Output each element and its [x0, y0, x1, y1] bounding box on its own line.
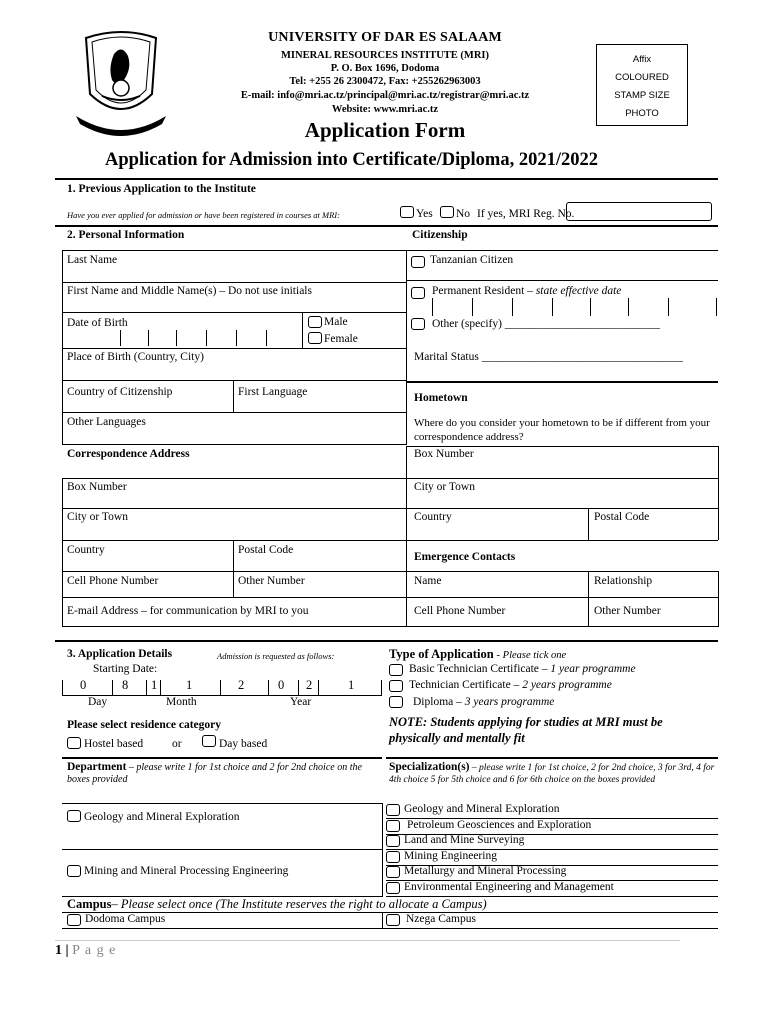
grid-line	[62, 803, 382, 804]
marital-status-label: Marital Status ___________________________________	[414, 351, 683, 363]
divider	[55, 225, 718, 227]
other-specify-label: Other (specify) ___________________________	[432, 318, 661, 330]
grid-line	[160, 680, 161, 696]
grid-line	[590, 298, 591, 316]
grid-line	[233, 571, 234, 597]
grid-line	[588, 508, 589, 540]
corr-postal-label: Postal Code	[238, 544, 294, 556]
hometown-title: Hometown	[414, 392, 468, 404]
grid-line	[268, 680, 269, 696]
grid-line	[382, 803, 383, 897]
type-diploma	[413, 696, 554, 708]
first-names-label: First Name and Middle Name(s) – Do not use initials	[67, 285, 312, 297]
grid-line	[233, 540, 234, 572]
page-word: P a g e	[72, 943, 117, 958]
no-label: No	[456, 208, 471, 220]
dodoma-campus-checkbox[interactable]	[67, 914, 81, 926]
grid-line	[512, 298, 513, 316]
emergency-title: Emergence Contacts	[414, 551, 516, 563]
first-language-label: First Language	[238, 386, 308, 398]
spec-item-6: Environmental Engineering and Management	[404, 881, 614, 893]
date-digit: 0	[278, 678, 285, 692]
grid-line	[407, 280, 718, 281]
email-line: E-mail: info@mri.ac.tz/principal@mri.ac.tz/registrar@mri.ac.tz	[240, 90, 530, 101]
grid-line	[206, 330, 207, 346]
institute-name: MINERAL RESOURCES INSTITUTE (MRI)	[281, 50, 489, 61]
university-name: UNIVERSITY OF DAR ES SALAAM	[268, 30, 502, 45]
grid-line	[176, 330, 177, 346]
hometown-postal-label: Postal Code	[594, 511, 650, 523]
grid-line	[62, 540, 718, 541]
divider	[386, 757, 718, 759]
type-technician	[409, 679, 612, 691]
grid-line	[716, 298, 717, 316]
divider	[407, 381, 718, 383]
grid-line	[233, 380, 234, 412]
dodoma-campus-label: Dodoma Campus	[85, 913, 166, 925]
grid-line	[62, 380, 407, 381]
department-header	[67, 761, 377, 786]
type-name: Basic Technician Certificate –	[409, 663, 548, 675]
specialization-note: – please write 1 for 1st choice, 2 for 2nd choice, 3 for 3rd, 4 for 4th choice 5 for 5th choice and 6 for 6th choice on the boxes provided	[389, 763, 715, 785]
grid-line	[62, 282, 407, 283]
grid-line	[266, 330, 267, 346]
permanent-resident-checkbox[interactable]	[411, 287, 425, 299]
spec-item-2: Petroleum Geosciences and Exploration	[407, 819, 592, 831]
date-digit: 1	[151, 678, 158, 692]
type-name: Technician Certificate –	[409, 679, 520, 691]
last-name-input[interactable]	[63, 266, 406, 282]
page-footer: 1 | P a g e	[55, 943, 117, 958]
day-based-checkbox[interactable]	[202, 735, 216, 747]
state-effective-date: state effective date	[535, 285, 622, 297]
divider	[55, 178, 718, 180]
section1-question: Have you ever applied for admission or have been registered in courses at MRI:	[67, 210, 340, 220]
grid-line	[62, 508, 718, 509]
type-duration: 3 years programme	[464, 696, 555, 708]
department-note: – please write 1 for 1st choice and 2 for 2nd choice on the boxes provided	[67, 762, 362, 785]
photo-box	[596, 44, 688, 126]
campus-row	[67, 897, 487, 912]
grid-line	[718, 571, 719, 627]
grid-line	[552, 298, 553, 316]
specialization-title: Specialization(s)	[389, 761, 470, 773]
type-duration: 1 year programme	[550, 663, 636, 675]
place-of-birth-label: Place of Birth (Country, City)	[67, 351, 204, 363]
type-note: - Please tick one	[496, 650, 567, 661]
dept-checkbox-geology[interactable]	[67, 810, 81, 822]
photo-line: Affix	[632, 54, 652, 65]
photo-line: COLOURED	[615, 72, 669, 83]
photo-line: PHOTO	[625, 108, 659, 119]
form-title: Application Form	[304, 118, 466, 142]
reg-no-label: If yes, MRI Reg. No.	[477, 208, 575, 220]
date-digit: 2	[238, 678, 245, 692]
hometown-city-label: City or Town	[414, 481, 475, 493]
residence-title: Please select residence category	[67, 719, 222, 731]
grid-line	[62, 444, 407, 445]
section2-title: 2. Personal Information	[67, 229, 185, 241]
type-checkbox-technician[interactable]	[389, 680, 403, 692]
grid-line	[62, 478, 718, 479]
department-title: Department	[67, 761, 127, 773]
divider	[62, 757, 382, 759]
grid-line	[62, 412, 407, 413]
section1-title: 1. Previous Application to the Institute	[67, 183, 256, 195]
grid-line	[472, 298, 473, 316]
dob-boxes[interactable]	[120, 330, 300, 346]
website-line: Website: www.mri.ac.tz	[331, 104, 439, 115]
grid-line	[62, 695, 382, 696]
no-checkbox[interactable]	[440, 206, 454, 218]
grid-line	[406, 446, 407, 626]
grid-line	[302, 313, 303, 348]
dept-checkbox-mining[interactable]	[67, 865, 81, 877]
grid-line	[120, 330, 121, 346]
po-box: P. O. Box 1696, Dodoma	[330, 63, 440, 74]
type-duration: 2 years programme	[522, 679, 612, 691]
email-address-label: E-mail Address – for communication by MRI to you	[67, 605, 309, 617]
em-cell-label: Cell Phone Number	[414, 605, 506, 617]
grid-line	[62, 849, 382, 850]
spec-checkbox-6[interactable]	[386, 882, 400, 894]
spec-checkbox-2[interactable]	[386, 820, 400, 832]
male-checkbox[interactable]	[308, 316, 322, 328]
photo-line: STAMP SIZE	[614, 90, 670, 101]
em-other-label: Other Number	[594, 605, 661, 617]
grid-line	[718, 508, 719, 540]
grid-line	[432, 298, 433, 316]
other-languages-label: Other Languages	[67, 416, 146, 428]
section3-title: 3. Application Details	[67, 648, 173, 660]
grid-line	[406, 250, 407, 380]
tel-fax: Tel: +255 26 2300472, Fax: +255262963003	[289, 76, 481, 87]
date-digit: 8	[122, 678, 129, 692]
grid-line	[588, 571, 589, 627]
spec-item-1: Geology and Mineral Exploration	[404, 803, 560, 815]
year-label: Year	[290, 696, 312, 708]
hometown-question: Where do you consider your hometown to be if different from your correspondence address?	[414, 417, 710, 443]
grid-line	[146, 680, 147, 696]
divider	[55, 640, 718, 642]
spec-checkbox-4[interactable]	[386, 851, 400, 863]
other-number-label: Other Number	[238, 575, 305, 587]
date-digit: 1	[348, 678, 355, 692]
dept-mining-label: Mining and Mineral Processing Engineering	[84, 865, 289, 877]
correspondence-title: Correspondence Address	[67, 448, 190, 460]
type-basic	[409, 663, 636, 675]
grid-line	[62, 478, 63, 626]
grid-line	[62, 571, 718, 572]
type-title-row	[389, 647, 566, 662]
grid-line	[718, 446, 719, 510]
type-checkbox-basic[interactable]	[389, 664, 403, 676]
female-checkbox[interactable]	[308, 332, 322, 344]
tanzanian-checkbox[interactable]	[411, 256, 425, 268]
permanent-resident-label	[432, 285, 621, 297]
grid-line	[668, 298, 669, 316]
male-label: Male	[324, 316, 348, 328]
corr-country-label: Country	[67, 544, 105, 556]
effective-date-boxes[interactable]	[432, 298, 722, 316]
grid-line	[62, 312, 407, 313]
tanzanian-label: Tanzanian Citizen	[430, 254, 514, 266]
yes-checkbox[interactable]	[400, 206, 414, 218]
or-label: or	[172, 738, 182, 750]
spec-checkbox-3[interactable]	[386, 835, 400, 847]
last-name-label: Last Name	[67, 254, 118, 266]
day-label: Day	[88, 696, 108, 708]
grid-line	[112, 680, 113, 696]
month-label: Month	[166, 696, 197, 708]
hostel-checkbox[interactable]	[67, 737, 81, 749]
citizenship-title: Citizenship	[412, 229, 468, 241]
grid-line	[407, 446, 718, 447]
type-checkbox-diploma[interactable]	[389, 696, 403, 708]
date-digit: 2	[306, 678, 313, 692]
grid-line	[407, 250, 718, 251]
country-citizenship-label: Country of Citizenship	[67, 386, 173, 398]
hometown-box-label: Box Number	[414, 448, 474, 460]
nzega-campus-label: Nzega Campus	[406, 913, 476, 925]
dob-label: Date of Birth	[67, 317, 128, 329]
spec-checkbox-5[interactable]	[386, 866, 400, 878]
cell-label: Cell Phone Number	[67, 575, 159, 587]
grid-line	[318, 680, 319, 696]
date-digit: 0	[80, 678, 87, 692]
admission-note: Admission is requested as follows:	[217, 651, 335, 661]
em-name-label: Name	[414, 575, 442, 587]
first-names-input[interactable]	[63, 298, 406, 312]
start-date-boxes[interactable]	[62, 678, 382, 696]
other-citizenship-checkbox[interactable]	[411, 318, 425, 330]
grid-line	[62, 928, 718, 929]
grid-line	[62, 597, 718, 598]
yes-label: Yes	[416, 208, 433, 220]
campus-title: Campus	[67, 897, 112, 911]
grid-line	[62, 250, 407, 251]
em-relationship-label: Relationship	[594, 575, 653, 587]
grid-line	[62, 680, 63, 696]
permanent-resident-text: Permanent Resident –	[432, 285, 533, 297]
hometown-country-label: Country	[414, 511, 452, 523]
specialization-header	[389, 761, 719, 786]
place-of-birth-input[interactable]	[63, 364, 406, 379]
grid-line	[382, 912, 383, 929]
starting-date-label: Starting Date:	[93, 663, 158, 675]
dept-geology-label: Geology and Mineral Exploration	[84, 811, 240, 823]
form-subtitle: Application for Admission into Certificate/Diploma, 2021/2022	[105, 150, 598, 170]
footer-divider	[55, 940, 680, 941]
page-number: 1	[55, 943, 62, 958]
grid-line	[628, 298, 629, 316]
spec-checkbox-1[interactable]	[386, 804, 400, 816]
corr-box-label: Box Number	[67, 481, 127, 493]
grid-line	[62, 348, 407, 349]
reg-no-input[interactable]	[566, 202, 712, 221]
type-title: Type of Application	[389, 647, 494, 661]
grid-line	[236, 330, 237, 346]
spec-item-4: Mining Engineering	[404, 850, 497, 862]
hostel-label: Hostel based	[84, 738, 144, 750]
spec-item-3: Land and Mine Surveying	[404, 834, 525, 846]
date-digit: 1	[186, 678, 193, 692]
grid-line	[298, 680, 299, 696]
grid-line	[148, 330, 149, 346]
female-label: Female	[324, 333, 358, 345]
grid-line	[62, 626, 718, 627]
grid-line	[381, 680, 382, 696]
day-based-label: Day based	[219, 738, 268, 750]
physical-note: NOTE: Students applying for studies at MRI must be physically and mentally fit	[389, 715, 663, 745]
grid-line	[220, 680, 221, 696]
campus-note: – Please select once (The Institute reserves the right to allocate a Campus)	[111, 897, 487, 911]
nzega-campus-checkbox[interactable]	[386, 914, 400, 926]
spec-item-5: Metallurgy and Mineral Processing	[404, 865, 567, 877]
corr-city-label: City or Town	[67, 511, 128, 523]
type-name: Diploma –	[413, 696, 462, 708]
